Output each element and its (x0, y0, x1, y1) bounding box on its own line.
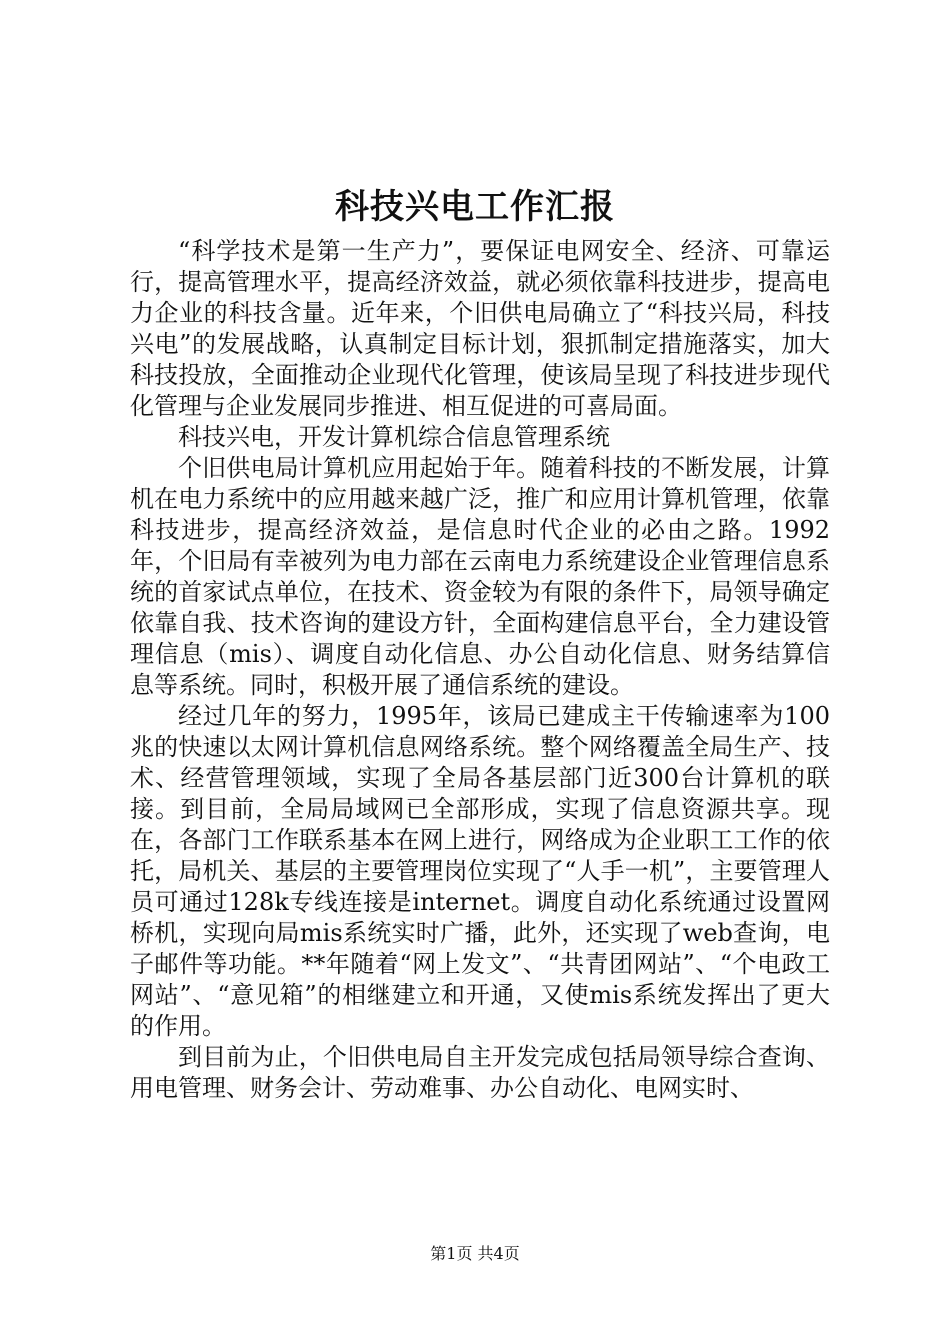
page-number: 第1页 共4页 (430, 1244, 520, 1263)
paragraph-development: 到目前为止，个旧供电局自主开发完成包括局领导综合查询、用电管理、财务会计、劳动难事、办公自动化、电网实时、 (130, 1043, 830, 1102)
paragraph-intro: “科学技术是第一生产力”，要保证电网安全、经济、可靠运行，提高管理水平，提高经济效益，就必须依靠科技进步，提高电力企业的科技含量。近年来，个旧供电局确立了“科技兴局，科技兴电”的发展战略，认真制定目标计划，狠抓制定措施落实，加大科技投放，全面推动企业现代化管理，使该局呈现了科技进步现代化管理与企业发展同步推进、相互促进的可喜局面。 (130, 237, 830, 420)
paragraph-network: 经过几年的努力，1995年，该局已建成主干传输速率为100兆的快速以太网计算机信息网络系统。整个网络覆盖全局生产、技术、经营管理领域，实现了全局各基层部门近300台计算机的联接。到目前，全局局域网已全部形成，实现了信息资源共享。现在，各部门工作联系基本在网上进行，网络成为企业职工工作的依托，局机关、基层的主要管理岗位实现了“人手一机”，主要管理人员可通过128k专线连接是internet。调度自动化系统通过设置网桥机，实现向局mis系统实时广播，此外，还实现了web查询，电子邮件等功能。**年随着“网上发文”、“共青团网站”、“个电政工网站”、“意见箱”的相继建立和开通，又使mis系统发挥出了更大的作用。 (130, 702, 830, 1040)
document-title: 科技兴电工作汇报 (335, 187, 615, 227)
section-heading: 科技兴电，开发计算机综合信息管理系统 (178, 423, 610, 451)
paragraph-history: 个旧供电局计算机应用起始于年。随着科技的不断发展，计算机在电力系统中的应用越来越广泛，推广和应用计算机管理，依靠科技进步，提高经济效益，是信息时代企业的必由之路。1992年，个旧局有幸被列为电力部在云南电力系统建设企业管理信息系统的首家试点单位，在技术、资金较为有限的条件下，局领导确定依靠自我、技术咨询的建设方针，全面构建信息平台，全力建设管理信息（mis）、调度自动化信息、办公自动化信息、财务结算信息等系统。同时，积极开展了通信系统的建设。 (130, 454, 830, 699)
document-body (130, 236, 830, 1104)
